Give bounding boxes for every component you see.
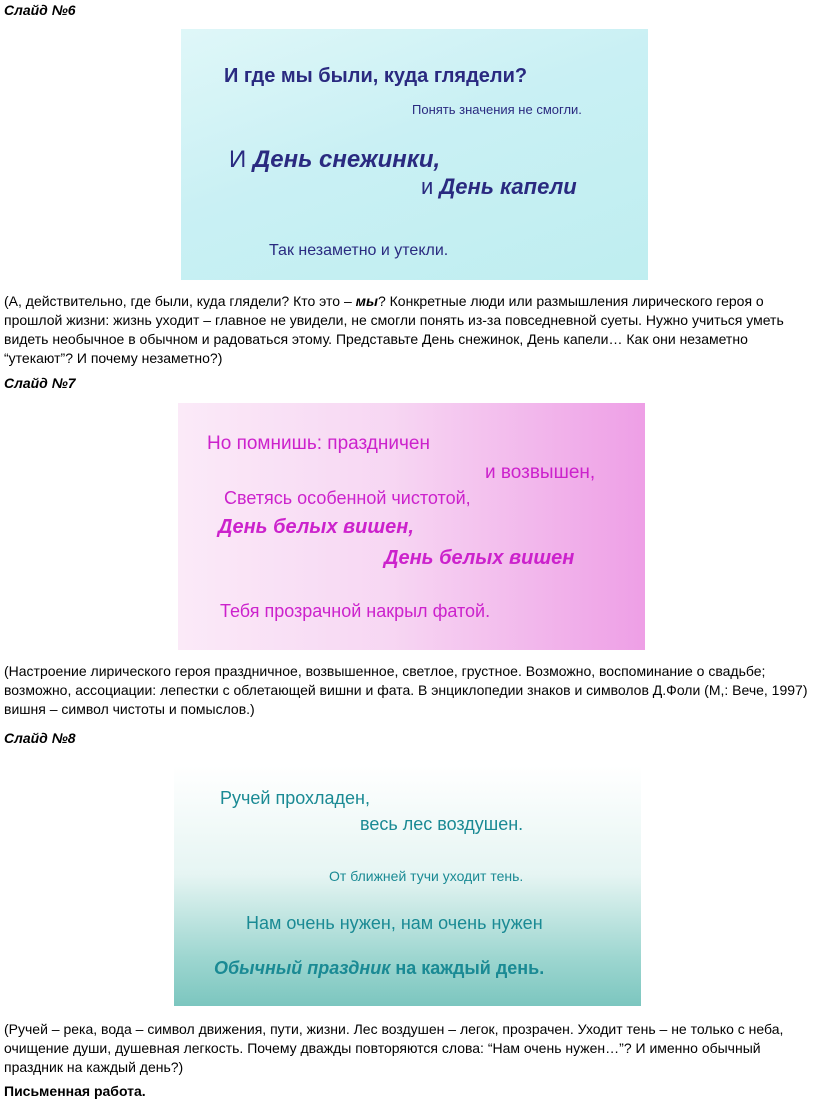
slide6-line-4-emphasis: День капели	[439, 174, 577, 199]
slide6-commentary-emphasis: мы	[355, 293, 378, 309]
slide7-line-5: День белых вишен	[384, 547, 575, 569]
slide6-line-2: Понять значения не смогли.	[412, 102, 582, 117]
slide6-image	[181, 29, 648, 280]
slide6-heading: Слайд №6	[4, 2, 76, 18]
slide7-heading: Слайд №7	[4, 375, 76, 391]
slide7-line-1: Но помнишь: праздничен	[207, 433, 430, 454]
slide8-commentary: (Ручей – река, вода – символ движения, пути, жизни. Лес воздушен – легок, прозрачен. Уходит тень – не только с неба, очищение души, душевная легкость. Почему дважды повторяются слова: “Нам очень нужен…”? И именно обычный праздник на каждый день?)	[4, 1021, 784, 1075]
slide8-line-3: От ближней тучи уходит тень.	[329, 868, 524, 884]
slide8-line-5	[214, 958, 544, 979]
slide7-line-3: Светясь особенной чистотой,	[224, 488, 471, 508]
written-work-heading: Письменная работа.	[4, 1083, 146, 1099]
slide8-line-5-suffix: на каждый день.	[390, 958, 545, 978]
slide6-line-4-prefix: и	[421, 174, 440, 199]
slide6-line-3-emphasis: День снежинки,	[252, 146, 441, 173]
slide6-commentary-part-2: ? Конкретные люди или размышления лирического героя о прошлой жизни: жизнь уходит – главное не увидели, не смогли понять из-за повседневной суеты. Нужно учиться уметь видеть необычное в обычном и радоваться этому. Представьте День снежинок, День капели… Как они незаметно “утекают”? И почему незаметно?)	[4, 293, 784, 366]
slide8-line-4: Нам очень нужен, нам очень нужен	[246, 913, 543, 933]
slide6-line-5: Так незаметно и утекли.	[269, 242, 449, 259]
slide7-line-4: День белых вишен,	[218, 516, 414, 538]
slide8-line-2: весь лес воздушен.	[360, 814, 524, 834]
slide7-image	[178, 403, 645, 650]
slide6-line-3-prefix: И	[229, 146, 253, 173]
slide6-line-3	[229, 146, 440, 174]
slide6-line-1: И где мы были, куда глядели?	[224, 65, 528, 87]
slide8-line-1: Ручей прохладен,	[220, 788, 370, 808]
slide7-commentary: (Настроение лирического героя праздничное, возвышенное, светлое, грустное. Возможно, воспоминание о свадьбе; возможно, ассоциации: лепестки с облетающей вишни и фата. В энциклопедии знаков и символов Д.Фоли (М,: Вече, 1997) вишня – символ чистоты и помыслов.)	[4, 663, 808, 717]
slide7-line-6: Тебя прозрачной накрыл фатой.	[220, 601, 491, 621]
slide8-line-5-emphasis: Обычный праздник	[214, 958, 391, 978]
slide8-image	[174, 766, 641, 1006]
slide6-commentary	[4, 292, 810, 368]
slide6-commentary-part-1: (А, действительно, где были, куда глядели? Кто это –	[4, 293, 356, 309]
slide8-heading: Слайд №8	[4, 730, 76, 746]
slide6-line-4	[421, 174, 577, 200]
slide7-line-2: и возвышен,	[485, 462, 596, 483]
